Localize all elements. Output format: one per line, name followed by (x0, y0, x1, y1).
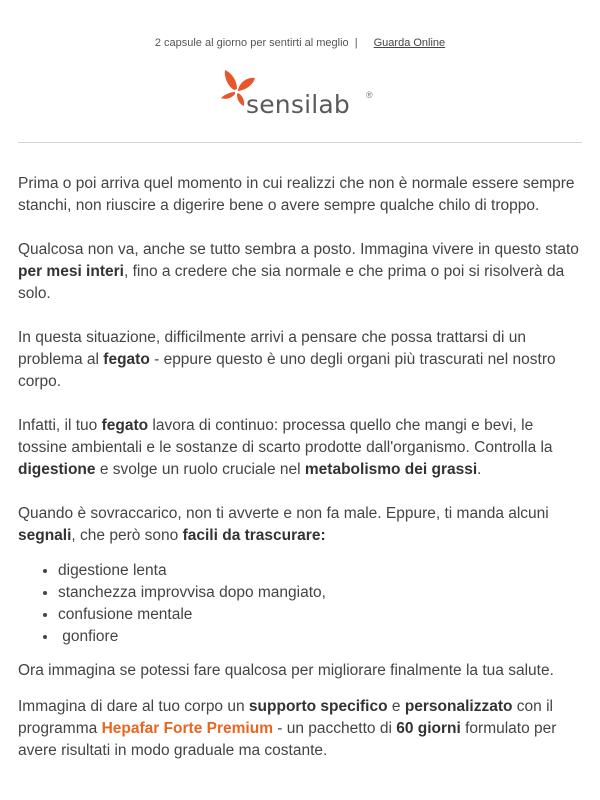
list-item: • digestione lenta (58, 560, 582, 582)
paragraph-liver-problem: In questa situazione, difficilmente arrivi a pensare che possa trattarsi di un problema al fegato - eppure questo è uno degli organi più trascurati nel nostro corpo. (18, 329, 556, 390)
paragraph-liver-function: Infatti, il tuo fegato lavora di continuo: processa quello che mangi e bevi, le tossine ambientali e le sostanze di scarto prodotte dall'organismo. Controlla la digestione e svolge un ruolo cruciale nel metabolismo dei grassi. (18, 417, 553, 478)
paragraph-signals: Quando è sovraccarico, non ti avverte e non fa male. Eppure, ti manda alcuni segnali, che però sono facili da trascurare: (18, 505, 549, 544)
preheader (0, 0, 600, 50)
paragraph-imagine-health: Ora immagina se potessi fare qualcosa per migliorare finalmente la tua salute. (18, 662, 554, 679)
list-item: • gonfiore (58, 626, 582, 648)
paragraph-something-wrong: Qualcosa non va, anche se tutto sembra a posto. Immagina vivere in questo stato per mesi interi, fino a credere che sia normale e che prima o poi si risolverà da solo. (18, 241, 579, 302)
email-body (0, 173, 600, 762)
list-item: • stanchezza improvvisa dopo mangiato, (58, 582, 582, 604)
paragraph-product-pitch: Immagina di dare al tuo corpo un supporto specifico e personalizzato con il programma Hepafar Forte Premium - un pacchetto di 60 giorni formulato per avere risultati in modo graduale ma costante. (18, 698, 557, 759)
signals-list (18, 560, 582, 648)
preheader-separator: | (354, 37, 358, 49)
view-online-link[interactable]: Guarda Online (373, 37, 446, 49)
brand-wordmark: sensilab (246, 90, 350, 119)
product-link[interactable]: Hepafar Forte Premium (101, 720, 273, 737)
list-item: • confusione mentale (58, 604, 582, 626)
paragraph-intro: Prima o poi arriva quel momento in cui realizzi che non è normale essere sempre stanchi, non riuscire a digerire bene o avere sempre qualche chilo di troppo. (18, 175, 575, 214)
brand-logo[interactable] (0, 68, 600, 130)
preheader-tagline: 2 capsule al giorno per sentirti al meglio (154, 37, 349, 49)
registered-mark: ® (366, 90, 373, 100)
header-divider (18, 142, 582, 143)
